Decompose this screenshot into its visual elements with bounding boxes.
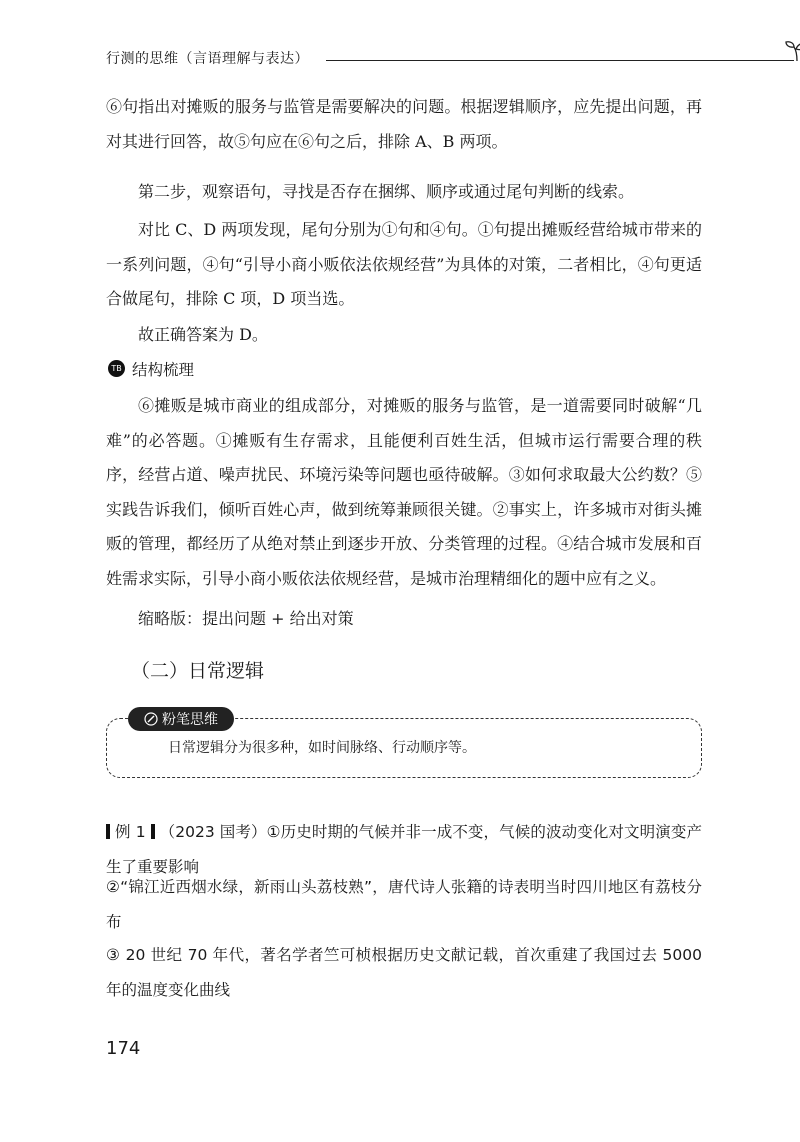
- analysis-paragraph: ⑥句指出对摊贩的服务与监管是需要解决的问题。根据逻辑顺序，应先提出问题，再对其进行回答，故⑤句应在⑥句之后，排除 A、B 两项。: [106, 97, 702, 151]
- example-sentence-3: ③ 20 世纪 70 年代，著名学者竺可桢根据历史文献记载，首次重建了我国过去 5000 年的温度变化曲线: [106, 946, 702, 999]
- running-header-title: 行测的思维（言语理解与表达）: [106, 51, 309, 67]
- thinking-box-text: 日常逻辑分为很多种，如时间脉络、行动顺序等。: [168, 740, 476, 756]
- step-two-paragraph: 第二步，观察语句，寻找是否存在捆绑、顺序或通过尾句判断的线索。: [138, 182, 635, 201]
- structure-body: ⑥摊贩是城市商业的组成部分，对摊贩的服务与监管，是一道需要同时破解“几难”的必答题。①摊贩有生存需求，且能便利百姓生活，但城市运行需要合理的秩序，经营占道、噪声扰民、环境污染等问题也亟待破解。③如何求取最大公约数？⑤实践告诉我们，倾听百姓心声，做到统筹兼顾很关键。②事实上，许多城市对街头摊贩的管理，都经历了从绝对禁止到逐步开放、分类管理的过程。④结合城市发展和百姓需求实际，引导小商小贩依法依规经营，是城市治理精细化的题中应有之义。: [106, 396, 702, 588]
- example-source: （2023 国考）: [159, 823, 267, 841]
- sprout-icon: [784, 40, 800, 62]
- structure-summary: 缩略版：提出问题 + 给出对策: [138, 609, 354, 628]
- running-header: [106, 40, 706, 70]
- structure-heading-text: 结构梳理: [132, 361, 195, 379]
- page-number: 174: [106, 1038, 141, 1059]
- example-sentence-2: ②“锦江近西烟水绿，新雨山头荔枝熟”，唐代诗人张籍的诗表明当时四川地区有荔枝分布: [106, 878, 702, 931]
- example-bar-right: [151, 824, 155, 839]
- example-bar-left: [106, 824, 110, 839]
- thinking-tag: [128, 707, 234, 731]
- structure-badge-icon: TB: [108, 360, 125, 377]
- header-rule: [326, 60, 794, 61]
- pen-icon: [144, 712, 158, 726]
- example-label: 例 1: [115, 823, 146, 841]
- section-heading: （二）日常逻辑: [131, 660, 265, 682]
- comparison-paragraph: 对比 C、D 两项发现，尾句分别为①句和④句。①句提出摊贩经营给城市带来的一系列问题，④句“引导小商小贩依法依规经营”为具体的对策，二者相比，④句更适合做尾句，排除 C 项，D 项当选。: [106, 220, 702, 308]
- example-sentence-1-text: ①历史时期的气候并非一成不变，气候的波动变化对文明演变产生了重要影响: [106, 823, 702, 876]
- answer-paragraph: 故正确答案为 D。: [138, 325, 268, 344]
- thinking-tag-label: 粉笔思维: [162, 712, 218, 728]
